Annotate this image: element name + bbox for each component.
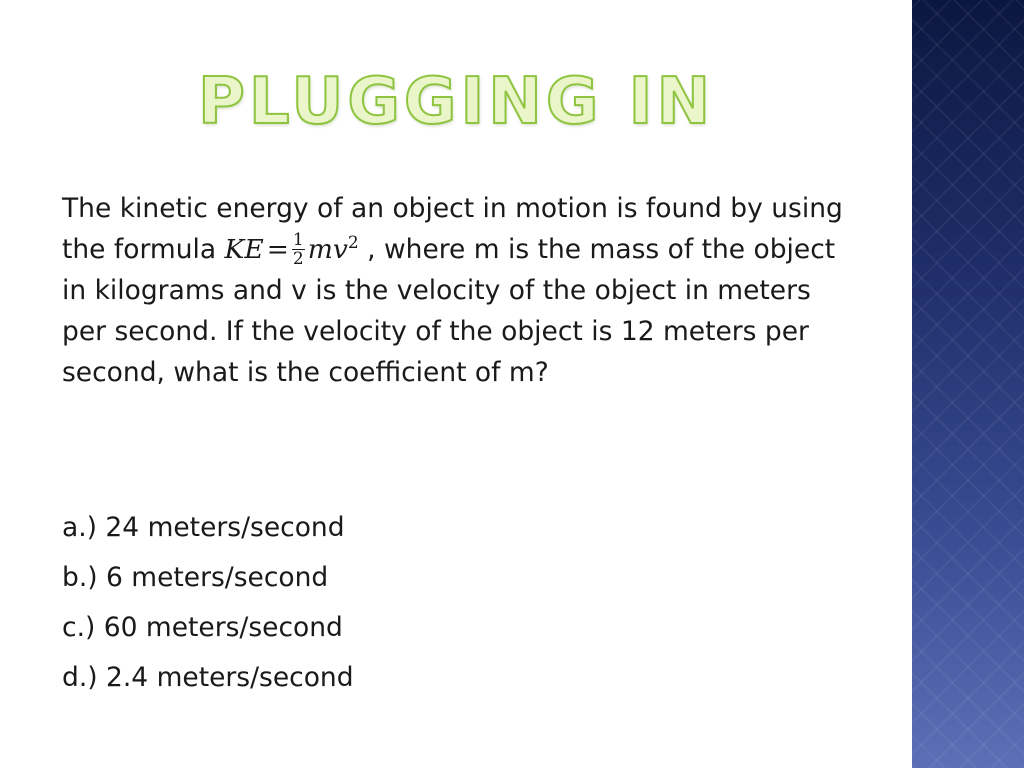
- answer-option-d[interactable]: d.) 2.4 meters/second: [62, 662, 354, 693]
- fraction-denominator: 2: [292, 248, 304, 269]
- decorative-side-panel: [912, 0, 1024, 768]
- answer-option-c[interactable]: c.) 60 meters/second: [62, 612, 343, 643]
- slide-title: PLUGGING IN: [198, 65, 714, 139]
- answer-option-b[interactable]: b.) 6 meters/second: [62, 562, 329, 593]
- formula-lhs: KE: [224, 234, 264, 265]
- question-text: [62, 188, 862, 393]
- answer-option-a[interactable]: a.) 24 meters/second: [62, 512, 345, 543]
- question-part-2: , where m is the mass of the object in kilograms and v is the velocity of the object in meters per second. If the velocity of the object is 12 meters per second, what is the coefficient of m?: [62, 234, 836, 388]
- formula-mass-velocity: mv: [307, 234, 348, 265]
- formula-equals: =: [266, 234, 289, 265]
- answer-options: [62, 506, 354, 706]
- question-part-1: The kinetic energy of an object in motion is found by using the formula: [62, 193, 843, 265]
- slide-body: [62, 188, 862, 693]
- kinetic-energy-formula: [224, 229, 359, 269]
- formula-exponent: 2: [347, 233, 359, 254]
- formula-fraction: [292, 231, 305, 268]
- fraction-numerator: 1: [292, 229, 304, 250]
